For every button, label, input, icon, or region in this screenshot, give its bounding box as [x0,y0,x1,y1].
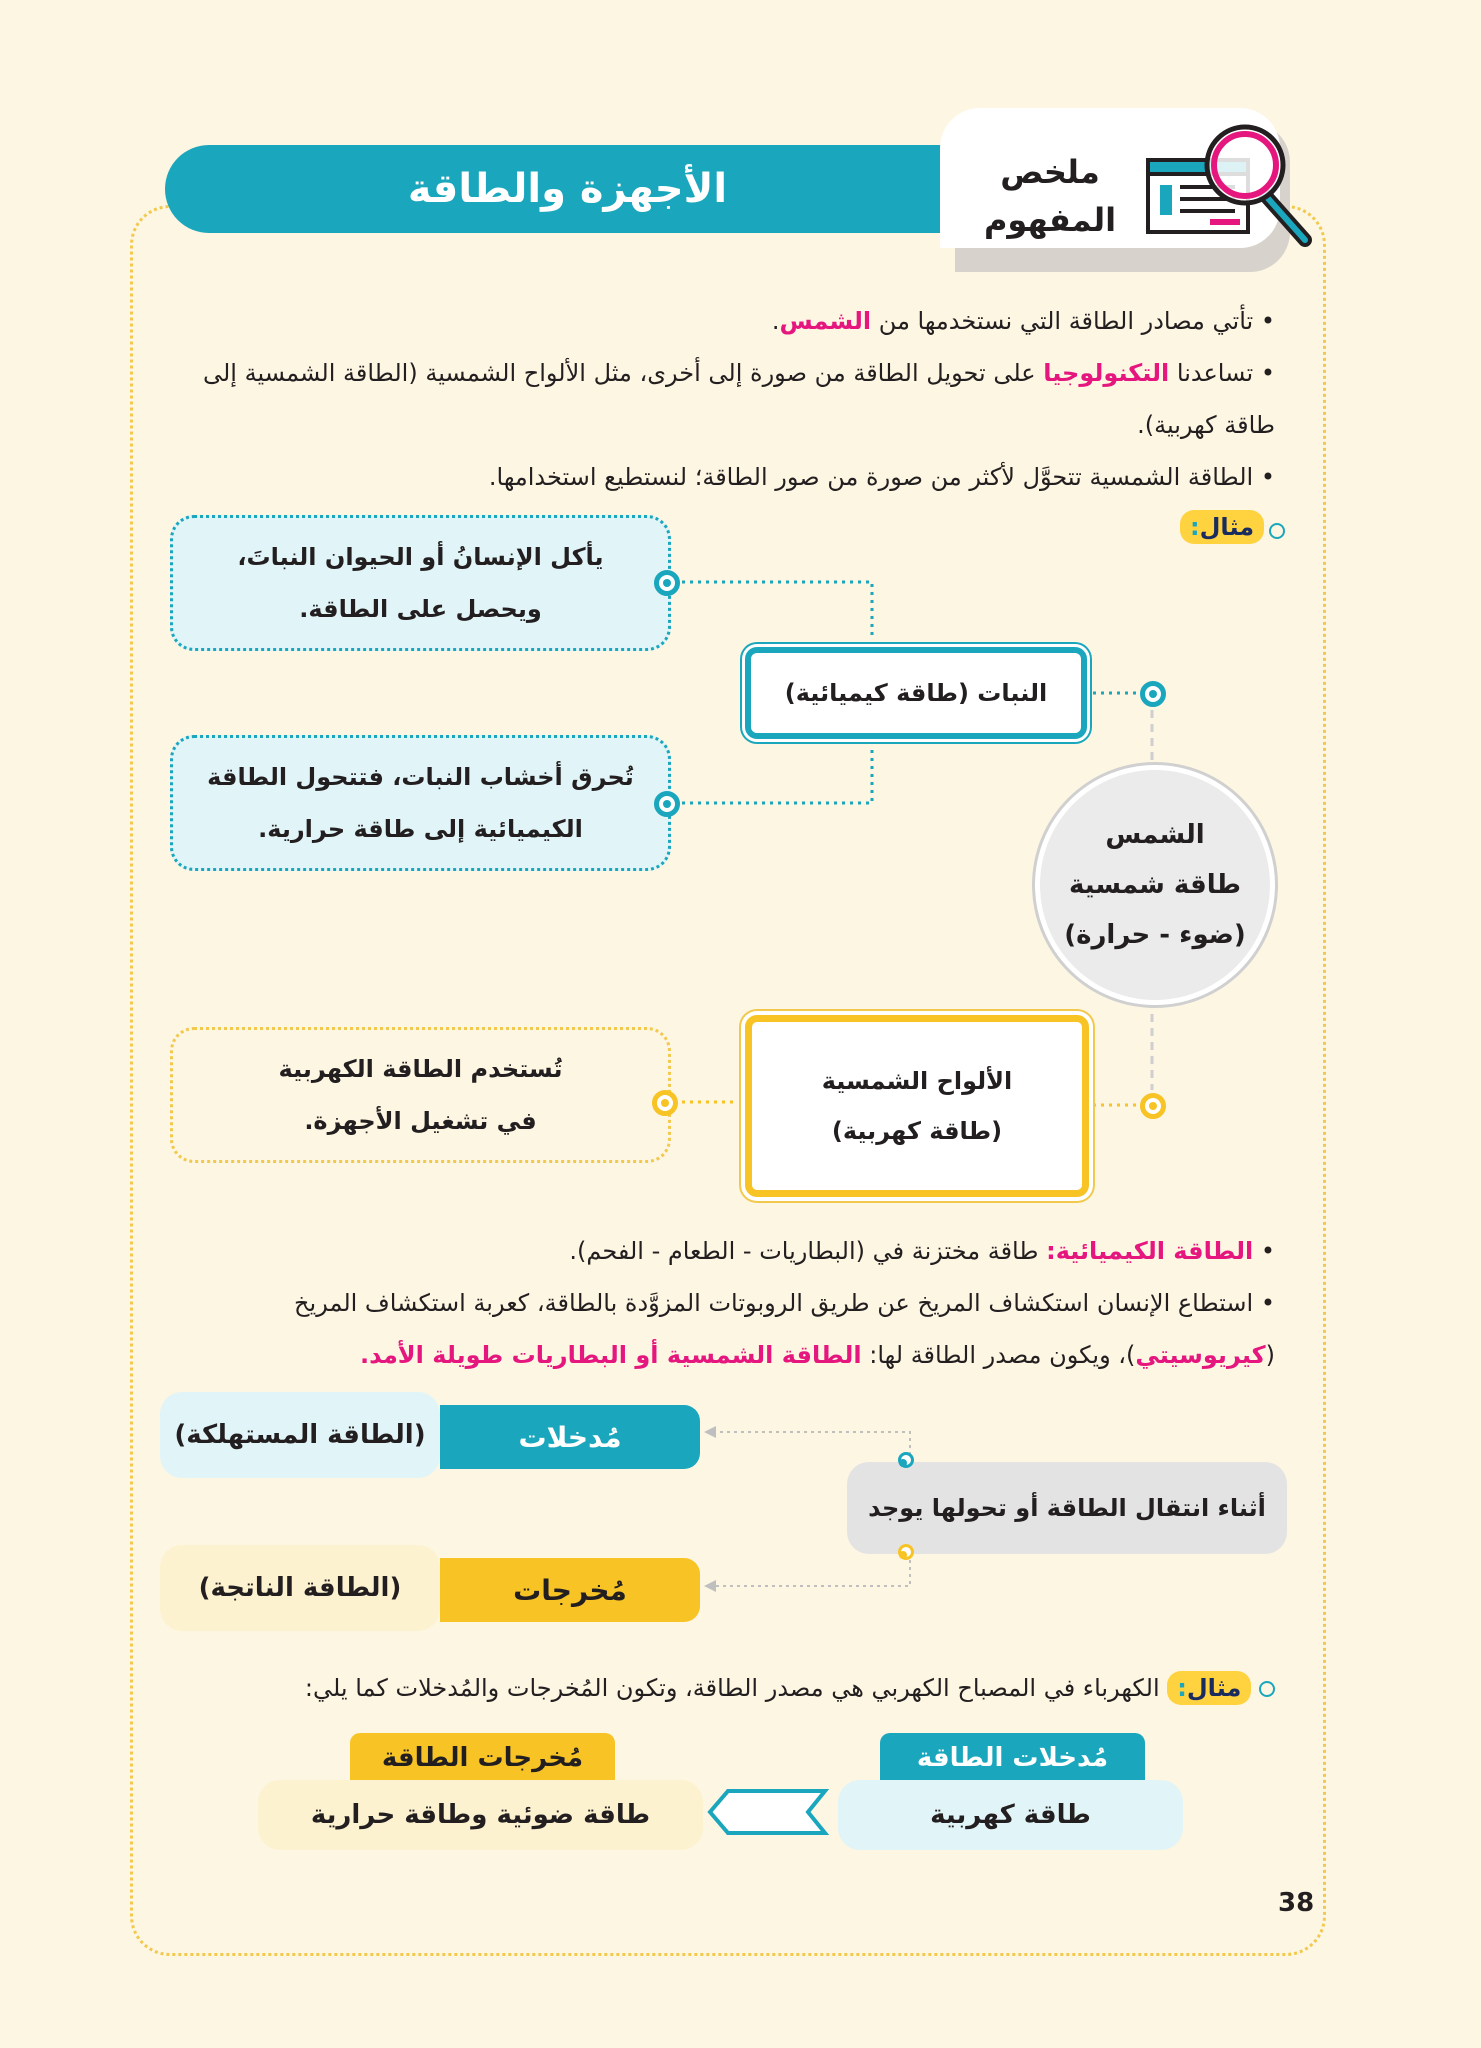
inputs-value: (الطاقة المستهلكة) [160,1392,440,1478]
page-title: الأجهزة والطاقة [165,145,970,233]
connector-dot-icon [1140,1093,1166,1119]
page-number: 38 [1278,1888,1315,1918]
example-2-line: مثال: الكهرباء في المصباح الكهربي هي مصدر الطاقة، وتكون المُخرجات والمُدخلات كما يلي: [150,1668,1275,1708]
bullet-5: • استطاع الإنسان استكشاف المريخ عن طريق الروبوتات المزوَّدة بالطاقة، كعربة استكشاف المريخ (كيريوسيتي)، ويكون مصدر الطاقة لها: الطاقة الشمسية أو البطاريات طويلة الأمد. [294,1289,1275,1369]
concept-badge-label: ملخص المفهوم [983,153,1117,239]
bullet-1: • تأتي مصادر الطاقة التي نستخدمها من الشمس. [771,307,1275,335]
bullet-3: • الطاقة الشمسية تتحوَّل لأكثر من صورة من صور الطاقة؛ لنستطيع استخدامها. [488,463,1275,491]
outputs-label: مُخرجات [440,1558,700,1622]
energy-transfer-box: أثناء انتقال الطاقة أو تحولها يوجد [847,1462,1287,1554]
outputs-value: (الطاقة الناتجة) [160,1545,440,1631]
example-label-1: مثال: [1180,510,1285,544]
inputs-label: مُدخلات [440,1405,700,1469]
sun-node: الشمس طاقة شمسية (ضوء - حرارة) [1035,765,1275,1005]
energy-outputs-value: طاقة ضوئية وطاقة حرارية [258,1780,703,1850]
energy-inputs-value: طاقة كهربية [838,1780,1183,1850]
burning-box: تُحرق أخشاب النبات، فتتحول الطاقة الكيميائية إلى طاقة حرارية. [170,735,671,871]
connector-dot-icon [654,570,680,596]
eating-box: يأكل الإنسانُ أو الحيوان النباتَ، ويحصل على الطاقة. [170,515,671,651]
connector-dot-icon [652,1090,678,1116]
energy-inputs-header: مُدخلات الطاقة [880,1733,1145,1783]
detail-bullets [150,1225,1275,1381]
energy-outputs-header: مُخرجات الطاقة [350,1733,615,1783]
connector-dot-icon [1140,681,1166,707]
electric-use-box: تُستخدم الطاقة الكهربية في تشغيل الأجهزة. [170,1027,671,1163]
solar-panels-node: الألواح الشمسية (طاقة كهربية) [745,1015,1089,1197]
plant-node: النبات (طاقة كيميائية) [745,647,1087,739]
bullet-4: • الطاقة الكيميائية: طاقة مختزنة في (البطاريات - الطعام - الفحم). [569,1237,1275,1265]
connector-dot-icon [898,1544,914,1560]
ring-bullet-icon [1259,1681,1275,1697]
bullet-2: • تساعدنا التكنولوجيا على تحويل الطاقة من صورة إلى أخرى، مثل الألواح الشمسية (الطاقة الشمسية إلى طاقة كهربية). [202,359,1275,439]
connector-dot-icon [654,791,680,817]
connector-dot-icon [898,1452,914,1468]
